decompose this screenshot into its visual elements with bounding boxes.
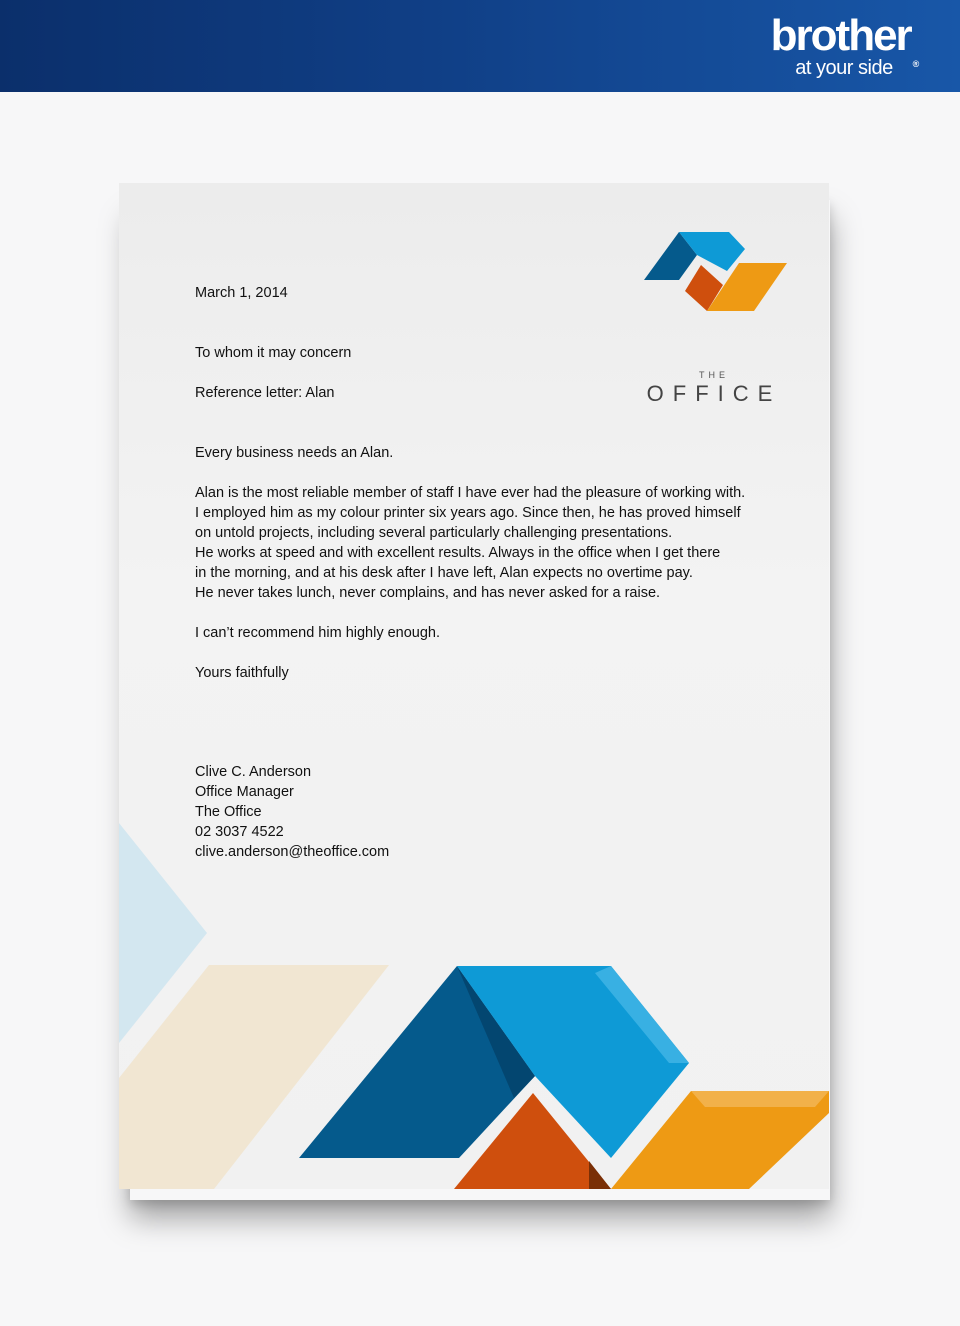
body-line: He never takes lunch, never complains, and has never asked for a raise. xyxy=(195,585,661,601)
orange-bevel xyxy=(691,1091,829,1107)
brand-tagline: at your side xyxy=(795,57,893,79)
brand-registered-mark: ® xyxy=(912,59,918,69)
brand-name: brother xyxy=(770,11,911,60)
brand-banner xyxy=(0,0,960,92)
body-line: I employed him as my colour printer six years ago. Since then, he has proved himself xyxy=(195,505,741,521)
logo-text-the: THE xyxy=(699,370,729,380)
office-logo-mark xyxy=(639,227,789,367)
signature-title: Office Manager xyxy=(195,784,294,800)
letter-closing: Yours faithfully xyxy=(195,665,289,681)
signature-phone: 02 3037 4522 xyxy=(195,824,284,840)
body-line: He works at speed and with excellent results. Always in the office when I get there xyxy=(195,545,721,561)
brother-logo xyxy=(764,11,924,79)
orange-red-shade xyxy=(589,1161,611,1189)
signature-name: Clive C. Anderson xyxy=(195,764,312,780)
signature-email: clive.anderson@theoffice.com xyxy=(195,844,390,860)
letter-opening: Every business needs an Alan. xyxy=(195,445,394,461)
letter-subject: Reference letter: Alan xyxy=(195,385,335,401)
body-line: in the morning, and at his desk after I have left, Alan expects no overtime pay. xyxy=(195,565,693,581)
letter-salutation: To whom it may concern xyxy=(195,345,352,361)
letter-page xyxy=(119,183,829,1189)
signature-company: The Office xyxy=(195,804,262,820)
letter-recommendation: I can’t recommend him highly enough. xyxy=(195,625,441,641)
body-line: on untold projects, including several particularly challenging presentations. xyxy=(195,525,673,541)
logo-text-office: OFFICE xyxy=(646,381,782,406)
letter-date: March 1, 2014 xyxy=(195,285,288,301)
body-line: Alan is the most reliable member of staff I have ever had the pleasure of working with. xyxy=(195,485,746,501)
the-office-logo xyxy=(639,227,789,406)
